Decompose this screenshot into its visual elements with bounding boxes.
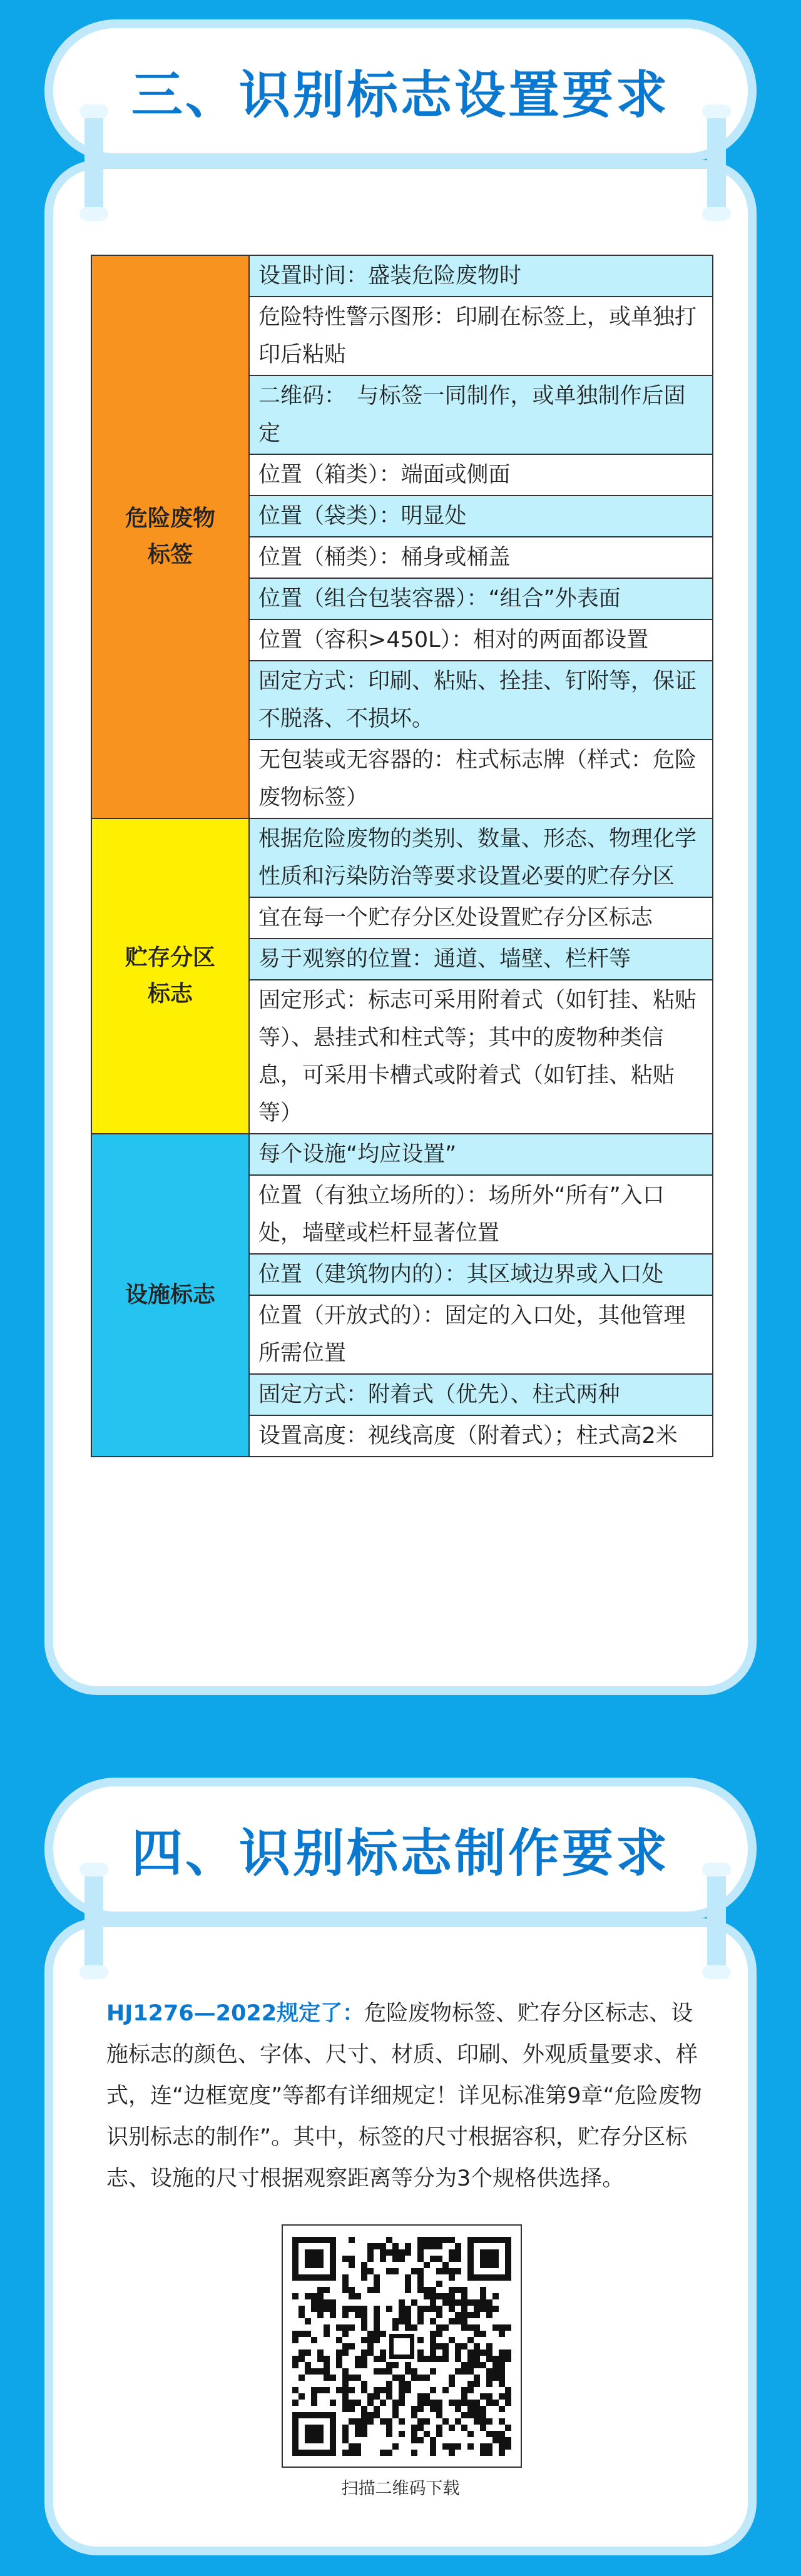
requirement-cell: 设置时间：盛装危险废物时 bbox=[249, 255, 713, 297]
qr-caption: 扫描二维码下载 bbox=[341, 2479, 460, 2498]
requirement-cell: 位置（容积>450L）：相对的两面都设置 bbox=[249, 619, 713, 661]
requirement-cell: 设置高度：视线高度（附着式）；柱式高2米 bbox=[249, 1415, 713, 1457]
category-cell: 贮存分区 标志 bbox=[91, 818, 249, 1134]
requirement-cell: 宜在每一个贮存分区处设置贮存分区标志 bbox=[249, 897, 713, 939]
requirement-cell: 位置（开放式的）：固定的入口处，其他管理所需位置 bbox=[249, 1295, 713, 1374]
requirement-cell: 位置（建筑物内的）：其区域边界或入口处 bbox=[249, 1254, 713, 1295]
requirement-cell: 位置（袋类）：明显处 bbox=[249, 496, 713, 537]
requirement-cell: 无包装或无容器的：柱式标志牌（样式：危险废物标签） bbox=[249, 740, 713, 818]
table-row bbox=[91, 255, 713, 297]
requirement-cell: 每个设施“均应设置” bbox=[249, 1134, 713, 1175]
requirement-cell: 位置（箱类）：端面或侧面 bbox=[249, 454, 713, 496]
requirement-cell: 易于观察的位置：通道、墙壁、栏杆等 bbox=[249, 939, 713, 980]
requirement-cell: 位置（桶类）：桶身或桶盖 bbox=[249, 537, 713, 578]
right-hanger-pin bbox=[707, 109, 726, 216]
section3-title: 三、识别标志设置要求 bbox=[131, 65, 670, 125]
requirement-cell: 根据危险废物的类别、数量、形态、物理化学性质和污染防治等要求设置必要的贮存分区 bbox=[249, 818, 713, 897]
qr-code[interactable] bbox=[282, 2224, 522, 2468]
left-hanger-pin bbox=[84, 109, 103, 216]
table-row bbox=[91, 1134, 713, 1175]
left-hanger-pin-2 bbox=[84, 1868, 103, 1974]
section3-title-pill bbox=[53, 28, 748, 153]
requirement-cell: 位置（有独立场所的）：场所外“所有”入口处，墙壁或栏杆显著位置 bbox=[249, 1175, 713, 1254]
requirement-cell: 固定方式：印刷、粘贴、拴挂、钉附等，保证不脱落、不损坏。 bbox=[249, 661, 713, 740]
category-cell: 危险废物 标签 bbox=[91, 255, 249, 818]
section4-title-pill bbox=[53, 1786, 748, 1912]
category-cell: 设施标志 bbox=[91, 1134, 249, 1457]
requirement-cell: 二维码： 与标签一同制作，或单独制作后固定 bbox=[249, 375, 713, 454]
requirement-cell: 固定方式：附着式（优先）、柱式两种 bbox=[249, 1374, 713, 1415]
requirement-cell: 位置（组合包装容器）：“组合”外表面 bbox=[249, 578, 713, 619]
requirement-cell: 危险特性警示图形：印刷在标签上，或单独打印后粘贴 bbox=[249, 297, 713, 375]
qr-code-icon bbox=[292, 2237, 511, 2456]
standard-lead: HJ1276—2022规定了： bbox=[106, 2001, 365, 2026]
standard-description bbox=[106, 1993, 707, 2199]
right-hanger-pin-2 bbox=[707, 1868, 726, 1974]
table-row bbox=[91, 818, 713, 897]
requirement-cell: 固定形式：标志可采用附着式（如钉挂、粘贴等）、悬挂式和柱式等；其中的废物种类信息，可采用卡槽式或附着式（如钉挂、粘贴等） bbox=[249, 980, 713, 1134]
standard-body: 危险废物标签、贮存分区标志、设施标志的颜色、字体、尺寸、材质、印刷、外观质量要求、样式，连“边框宽度”等都有详细规定！详见标准第9章“危险废物识别标志的制作”。其中，标签的尺寸根据容积，贮存分区标志、设施的尺寸根据观察距离等分为3个规格供选择。 bbox=[106, 2001, 702, 2191]
section4-title: 四、识别标志制作要求 bbox=[131, 1823, 670, 1883]
requirements-table bbox=[91, 255, 713, 1457]
